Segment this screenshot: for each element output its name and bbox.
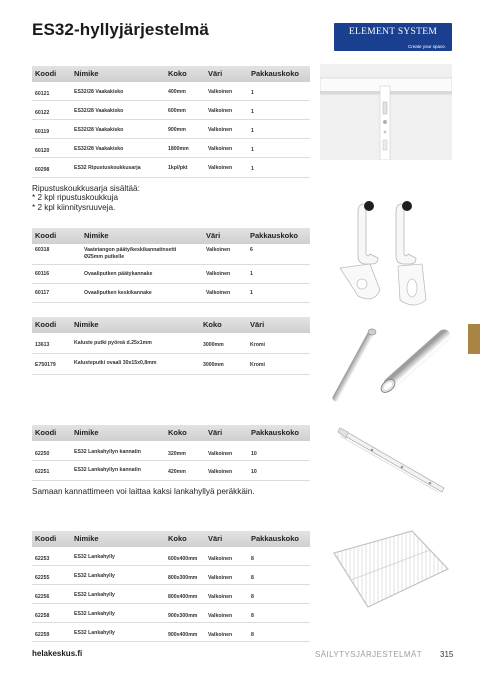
col-koodi: Koodi xyxy=(35,69,57,78)
cell-code: 60298 xyxy=(35,167,50,173)
cell-name: ES32 Lankahylly xyxy=(74,573,115,579)
cell-size: 3000mm xyxy=(203,342,224,348)
bracket-photo xyxy=(320,420,452,496)
col-koodi: Koodi xyxy=(35,534,57,543)
col-vari: Väri xyxy=(206,231,221,240)
cell-code: 62256 xyxy=(35,594,50,600)
cell-color: Valkoinen xyxy=(208,613,233,619)
cell-pack: 1 xyxy=(251,166,254,172)
rail-photo xyxy=(320,64,452,160)
cell-color: Valkoinen xyxy=(206,271,231,277)
cell-code: 60117 xyxy=(35,290,50,296)
cell-name: Kalusteputki ovaali 30x15x0,8mm xyxy=(74,360,157,366)
table-row xyxy=(32,101,310,120)
table-row xyxy=(32,158,310,178)
table-row xyxy=(32,566,310,585)
cell-pack: 8 xyxy=(251,575,254,581)
col-nimike: Nimike xyxy=(74,69,99,78)
cell-color: Kromi xyxy=(250,362,265,368)
cell-color: Valkoinen xyxy=(208,89,233,95)
cell-name: ES32 Lankahyllyn kannatin xyxy=(74,467,141,473)
cell-pack: 1 xyxy=(251,90,254,96)
cell-name: ES32 Lankahylly xyxy=(74,630,115,636)
col-nimike: Nimike xyxy=(74,428,99,437)
cell-color: Valkoinen xyxy=(208,469,233,475)
hooks-photo xyxy=(320,196,452,316)
cell-size: 800x300mm xyxy=(168,575,198,581)
col-koodi: Koodi xyxy=(35,428,57,437)
cell-name: ES32 Lankahyllyn kannatin xyxy=(74,449,141,455)
cell-pack: 10 xyxy=(251,451,257,457)
col-pakkauskoko: Pakkauskoko xyxy=(250,231,298,240)
cell-pack: 6 xyxy=(250,247,253,253)
table-row xyxy=(32,547,310,566)
cell-pack: 1 xyxy=(251,109,254,115)
col-pakkauskoko: Pakkauskoko xyxy=(251,534,299,543)
col-nimike: Nimike xyxy=(84,231,109,240)
cell-color: Valkoinen xyxy=(208,556,233,562)
cell-color: Valkoinen xyxy=(206,247,231,253)
col-koodi: Koodi xyxy=(35,231,57,240)
cell-size: 320mm xyxy=(168,451,186,457)
col-koodi: Koodi xyxy=(35,320,57,329)
cell-code: 60120 xyxy=(35,148,50,154)
cell-name: ES32/28 Vaakakisko xyxy=(74,108,124,114)
cell-color: Valkoinen xyxy=(208,632,233,638)
rail-table xyxy=(32,66,310,178)
cell-pack: 1 xyxy=(250,271,253,277)
cell-code: 62250 xyxy=(35,451,50,457)
cell-size: 1kpl/pkt xyxy=(168,165,188,171)
cell-code: 13613 xyxy=(35,342,50,348)
tubes-photo xyxy=(320,322,452,404)
page-number: 315 xyxy=(440,650,454,659)
brand-name: ELEMENT SYSTEM xyxy=(348,27,438,37)
cell-color: Valkoinen xyxy=(208,108,233,114)
shelf-bracket-table xyxy=(32,425,310,481)
col-vari: Väri xyxy=(208,534,223,543)
cell-code: 62255 xyxy=(35,575,50,581)
cell-pack: 8 xyxy=(251,594,254,600)
tube-table xyxy=(32,317,310,375)
cell-color: Kromi xyxy=(250,342,265,348)
cell-color: Valkoinen xyxy=(208,165,233,171)
col-koko: Koko xyxy=(168,428,187,437)
cell-code: 62259 xyxy=(35,632,50,638)
col-vari: Väri xyxy=(208,428,223,437)
cell-color: Valkoinen xyxy=(208,127,233,133)
cell-name: Ovaaliputken päätykannake xyxy=(84,271,153,277)
cell-code: E750179 xyxy=(35,362,56,368)
wire-shelf-table xyxy=(32,531,310,642)
table-header xyxy=(32,317,310,333)
table-row xyxy=(32,354,310,375)
cell-name: Kaluste putki pyöreä d.25x1mm xyxy=(74,340,152,346)
hook-set-note: Ripustuskoukkusarja sisältää: * 2 kpl ripustuskoukkuja * 2 kpl kiinnitysruuveja. xyxy=(32,184,140,212)
table-row xyxy=(32,604,310,623)
cell-size: 900mm xyxy=(168,127,186,133)
table-header xyxy=(32,531,310,547)
table-row xyxy=(32,284,310,303)
cell-pack: 10 xyxy=(251,469,257,475)
col-nimike: Nimike xyxy=(74,534,99,543)
cell-color: Valkoinen xyxy=(208,146,233,152)
cell-size: 600x400mm xyxy=(168,556,198,562)
table-header xyxy=(32,66,310,82)
cell-name: ES32 Lankahylly xyxy=(74,611,115,617)
col-vari: Väri xyxy=(250,320,265,329)
col-koko: Koko xyxy=(168,534,187,543)
cell-name: Ovaaliputken keskikannake xyxy=(84,290,152,296)
cell-code: 60116 xyxy=(35,271,50,277)
table-row xyxy=(32,120,310,139)
page-title: ES32-hyllyjärjestelmä xyxy=(32,20,209,39)
table-row xyxy=(32,623,310,642)
bracket-note: Samaan kannattimeen voi laittaa kaksi lankahyllyä peräkkäin. xyxy=(32,487,255,496)
element-system-logo xyxy=(334,23,452,51)
cell-name: ES32 Lankahylly xyxy=(74,554,115,560)
table-row xyxy=(32,139,310,158)
wire-shelf-photo xyxy=(320,525,452,615)
table-header xyxy=(32,228,310,244)
cell-color: Valkoinen xyxy=(208,575,233,581)
cell-code: 62251 xyxy=(35,469,50,475)
cell-size: 600mm xyxy=(168,108,186,114)
cell-code: 62253 xyxy=(35,556,50,562)
table-row xyxy=(32,333,310,354)
cell-code: 60119 xyxy=(35,129,50,135)
cell-size: 800x400mm xyxy=(168,594,198,600)
cell-pack: 1 xyxy=(251,147,254,153)
cell-pack: 1 xyxy=(250,290,253,296)
cell-name: ES32/28 Vaakakisko xyxy=(74,89,124,95)
cell-code: 60318 xyxy=(35,247,50,253)
cell-color: Valkoinen xyxy=(206,290,231,296)
cell-name: ES32/28 Vaakakisko xyxy=(74,146,124,152)
brand-tagline: Create your space. xyxy=(407,44,446,49)
col-pakkauskoko: Pakkauskoko xyxy=(251,428,299,437)
cell-code: 62258 xyxy=(35,613,50,619)
cell-name: ES32 Lankahylly xyxy=(74,592,115,598)
cell-size: 900x400mm xyxy=(168,632,198,638)
cell-size: 900x300mm xyxy=(168,613,198,619)
cell-name: Vaatetangon pääty/keskikannatinsetti Ø25mm putkelle xyxy=(84,247,177,260)
table-header xyxy=(32,425,310,441)
cell-name: ES32/28 Vaakakisko xyxy=(74,127,124,133)
cell-color: Valkoinen xyxy=(208,451,233,457)
table-row xyxy=(32,244,310,265)
cell-code: 60122 xyxy=(35,110,50,116)
cell-pack: 8 xyxy=(251,632,254,638)
table-row xyxy=(32,265,310,284)
col-koko: Koko xyxy=(203,320,222,329)
cell-pack: 8 xyxy=(251,556,254,562)
footer-website: helakeskus.fi xyxy=(32,649,83,658)
table-row xyxy=(32,585,310,604)
cell-code: 60121 xyxy=(35,91,50,97)
tube-bracket-table xyxy=(32,228,310,303)
col-nimike: Nimike xyxy=(74,320,99,329)
cell-pack: 8 xyxy=(251,613,254,619)
table-row xyxy=(32,461,310,481)
col-vari: Väri xyxy=(208,69,223,78)
section-tab-marker xyxy=(468,324,480,354)
footer-section: SÄILYTYSJÄRJESTELMÄT xyxy=(315,650,422,659)
cell-size: 420mm xyxy=(168,469,186,475)
cell-name: ES32 Ripustuskoukkusarja xyxy=(74,165,141,171)
cell-size: 400mm xyxy=(168,89,186,95)
col-pakkauskoko: Pakkauskoko xyxy=(251,69,299,78)
table-row xyxy=(32,82,310,101)
cell-color: Valkoinen xyxy=(208,594,233,600)
table-row xyxy=(32,441,310,461)
cell-size: 1800mm xyxy=(168,146,189,152)
col-koko: Koko xyxy=(168,69,187,78)
cell-size: 3000mm xyxy=(203,362,224,368)
cell-pack: 1 xyxy=(251,128,254,134)
